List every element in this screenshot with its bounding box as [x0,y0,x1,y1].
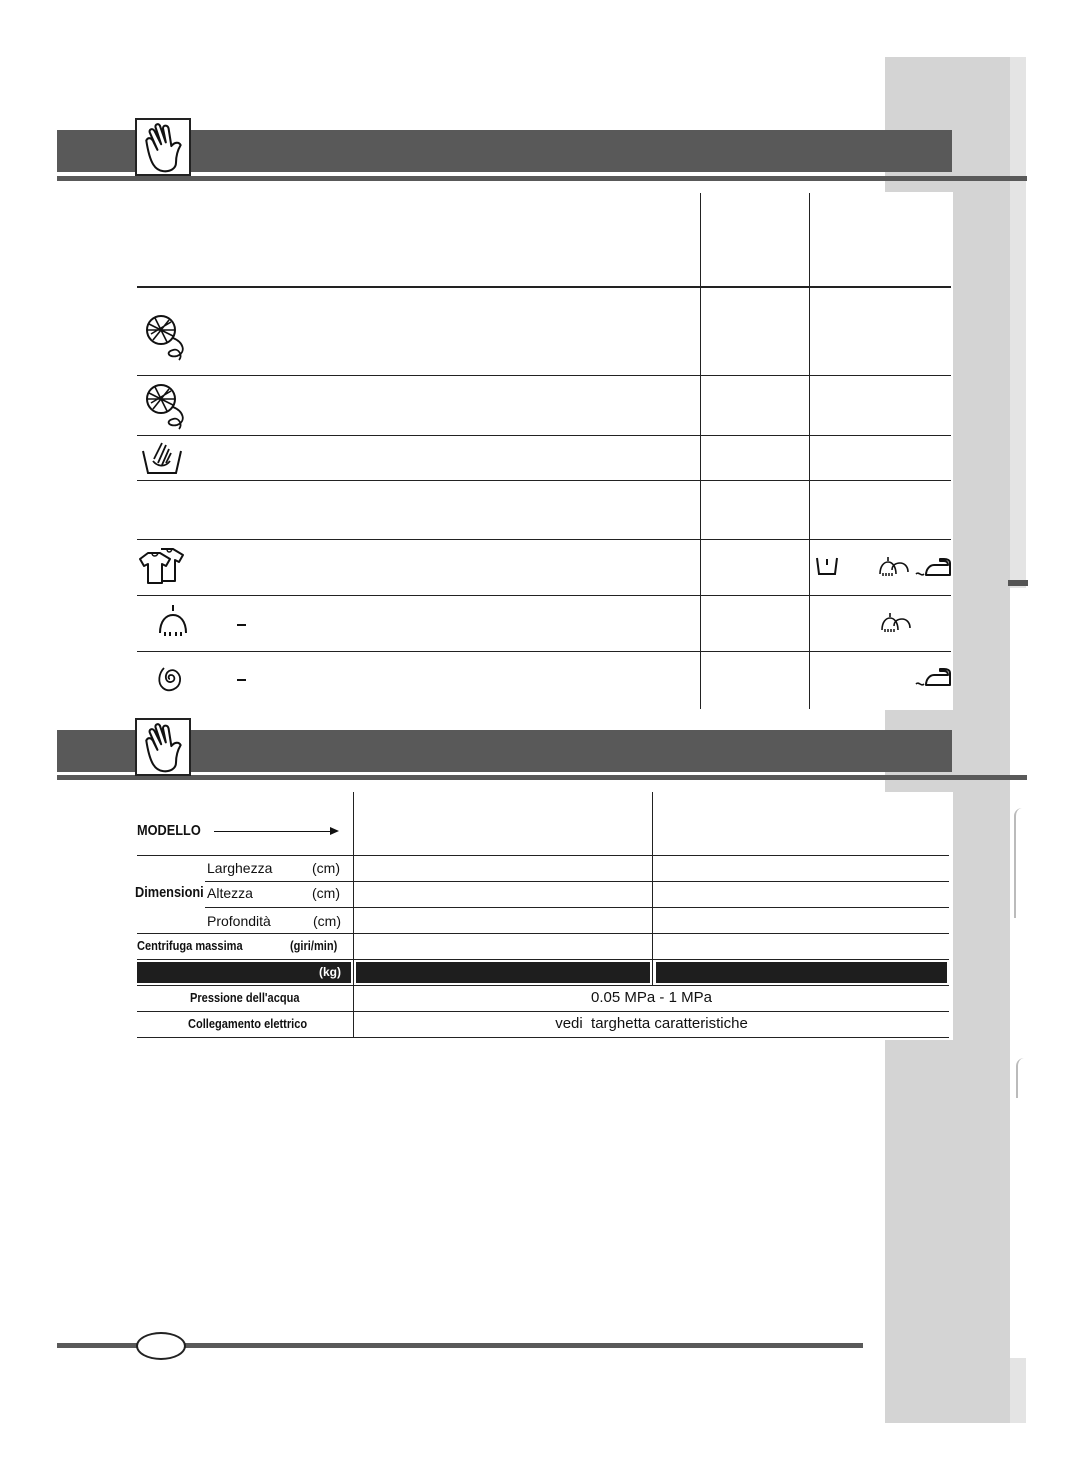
capacity-label-cell [137,962,351,983]
altezza-label: Altezza [207,885,253,901]
capacity-unit: (kg) [319,965,341,979]
table2-row-line [137,1037,949,1038]
table2-row-line [137,1011,949,1012]
illustration-fragment [1014,808,1030,918]
arrow-right-icon [330,827,339,835]
table1-row-line [137,595,951,596]
table2-row-line [137,985,949,986]
profondita-unit: (cm) [313,913,341,929]
altezza-unit: (cm) [312,885,340,901]
table2-col-divider-2 [652,792,653,985]
side-strip-gap [1010,588,1028,1358]
modello-arrow-line [214,831,332,832]
pressione-value: 0.05 MPa - 1 MPa [591,989,712,1006]
section2-header-line [57,775,1027,780]
collegamento-label: Collegamento elettrico [188,1016,308,1031]
capacity-value-cell-1 [356,962,650,983]
centrifuga-label: Centrifuga massima [137,938,243,953]
collegamento-value: vedi targhetta caratteristiche [555,1015,748,1032]
table2-row-line [205,881,949,882]
section1-header-line [57,176,1027,181]
dash-mark [237,679,246,681]
table1-row-line [137,435,951,436]
table2-row-line [137,933,949,934]
section2-header-bar [57,730,952,772]
table1-col-divider-2 [809,193,810,709]
table2-row-line [137,855,949,856]
drying-dome-icon [156,603,190,639]
iron-icon [914,667,952,689]
hand-icon [135,118,191,176]
hand-icon [135,718,191,776]
illustration-fragment [1016,1058,1030,1098]
yarn-ball-icon [143,312,191,362]
table1-row-line [137,651,951,652]
hand-wash-tub-icon [140,439,186,477]
profondita-label: Profondità [207,913,271,929]
table1-header-line [137,286,951,288]
table1-col-divider-1 [700,193,701,709]
section1-header-bar [57,130,952,172]
table1-row-line [137,480,951,481]
table1-row-line [137,539,951,540]
wash-tub-icon [815,555,839,577]
modello-label: MODELLO [137,822,201,839]
dash-mark [237,624,246,626]
table2-row-line [137,959,949,960]
table2-row-line [205,907,949,908]
centrifuga-unit: (giri/min) [290,938,338,953]
larghezza-label: Larghezza [207,860,273,876]
drying-dome-icon [880,612,914,634]
dimensioni-label: Dimensioni [135,884,204,901]
table1-row-line [137,375,951,376]
side-tab-marker [1008,580,1028,586]
yarn-ball-icon [143,381,191,431]
capacity-value-cell-2 [656,962,947,983]
iron-icon [914,557,952,579]
larghezza-unit: (cm) [312,860,340,876]
shirts-icon [139,545,199,585]
drying-dome-icon [878,556,912,578]
spin-spiral-icon [155,661,185,695]
page-number-oval [136,1332,186,1360]
pressione-label: Pressione dell'acqua [190,990,300,1005]
